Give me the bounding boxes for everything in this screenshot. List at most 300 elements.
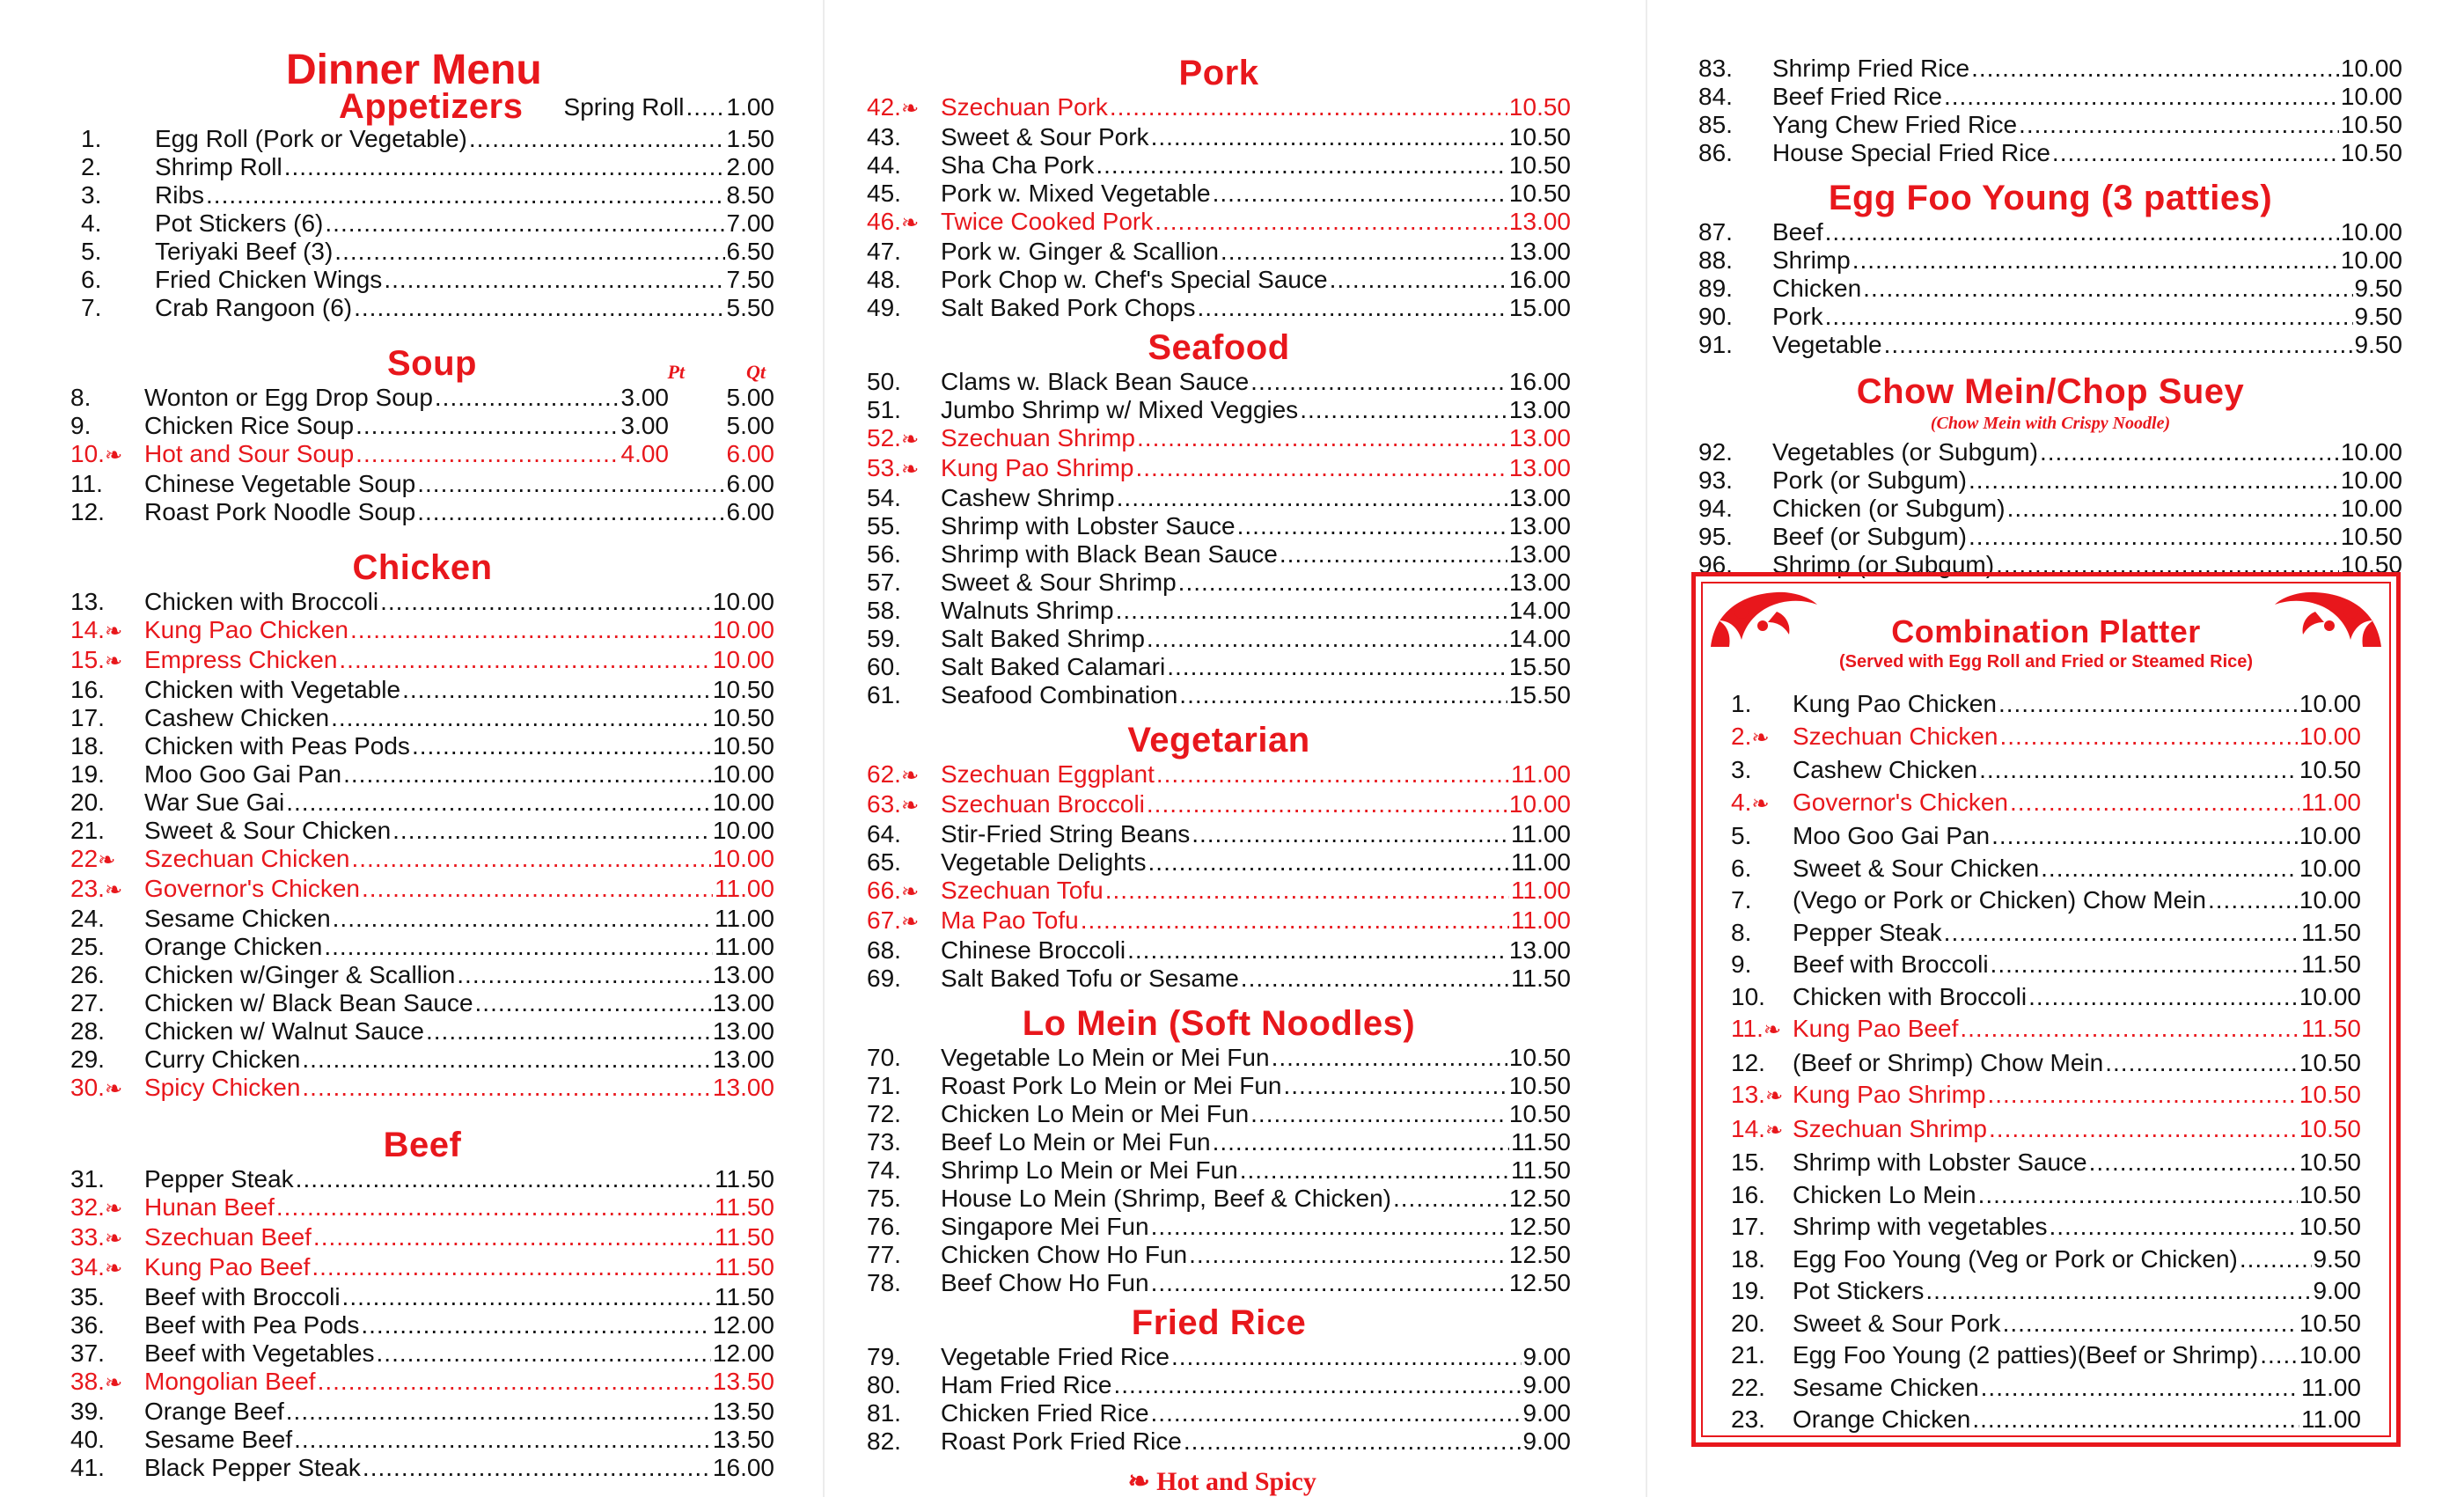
item-number: 72. [867,1100,901,1127]
item-price: 14.00 [1508,597,1571,624]
menu-item [867,790,1571,820]
item-name: Cashew Chicken [144,704,330,731]
item-number: 61. [867,681,901,708]
hot-pepper-icon: ❧ [900,211,920,235]
leader-dots [1167,653,1507,681]
menu-item [1698,438,2402,466]
item-price: 11.50 [1511,1156,1571,1184]
item-price: 11.50 [2301,950,2361,978]
leader-dots [1960,1013,2299,1046]
menu-item [70,817,774,845]
item-name: Ham Fried Rice [941,1371,1112,1398]
menu-item [81,238,774,266]
menu-item [1731,949,2361,981]
item-price: 11.50 [715,1193,774,1221]
menu-item [1731,1147,2361,1179]
leader-dots [325,209,724,238]
item-price: 10.00 [712,588,774,615]
leader-dots [1978,1179,2298,1212]
item-number: 1. [1731,690,1752,717]
item-number: 36. [70,1311,105,1339]
leader-dots [402,676,711,704]
menu-item [1731,1013,2361,1047]
item-number: 1. [81,125,102,152]
item-name: Salt Baked Pork Chops [941,294,1196,321]
item-number: 40. [70,1426,105,1453]
item-number: 3. [81,181,102,209]
hot-pepper-icon: ❧ [1127,1467,1150,1496]
leader-dots [333,905,713,933]
hot-pepper-icon: ❧ [900,880,920,904]
item-number: 51. [867,396,901,423]
item-number: 70. [867,1044,901,1071]
item-price: 13.00 [1508,424,1571,451]
item-price: 10.50 [2299,1048,2361,1076]
item-name: House Lo Mein (Shrimp, Beef & Chicken) [941,1185,1391,1212]
item-price: 10.50 [2299,1309,2361,1337]
menu-item [1731,1079,2361,1113]
menu-item [70,989,774,1017]
item-number: 34.❧ [70,1253,144,1283]
item-price: 10.00 [2340,246,2402,274]
item-number: 82. [867,1427,901,1455]
menu-item [867,848,1571,877]
item-name: Jumbo Shrimp w/ Mixed Veggies [941,396,1299,423]
menu-item [867,1156,1571,1185]
menu-item [1698,83,2402,111]
item-name: Egg Roll (Pork or Vegetable) [155,125,467,152]
hot-pepper-icon: ❧ [1763,1018,1781,1042]
item-name: Szechuan Pork [941,93,1108,121]
item-price: 10.50 [2299,1148,2361,1176]
leader-dots [363,1454,711,1482]
item-number: 42.❧ [867,93,941,123]
item-number: 15. [1731,1148,1765,1176]
leader-dots [1189,1241,1507,1269]
menu-item [867,936,1571,965]
leader-dots [2260,1339,2298,1372]
item-name: Orange Chicken [1793,1405,1971,1433]
item-number: 5. [1731,822,1752,849]
section-title-vegetarian: Vegetarian [1127,721,1310,760]
menu-item [70,1193,774,1223]
menu-item [1731,1244,2361,1276]
item-name: Chicken Rice Soup [144,412,355,439]
item-price: 6.50 [726,238,774,265]
item-number: 17. [70,704,105,731]
menu-item [81,153,774,181]
item-price: 10.00 [2340,495,2402,522]
item-price: 10.00 [2340,218,2402,246]
leader-dots [1991,820,2298,853]
menu-item [70,732,774,760]
item-number: 84. [1698,83,1733,110]
menu-item [867,454,1571,484]
leader-dots [1250,368,1507,396]
item-name: Twice Cooked Pork [941,208,1154,235]
menu-item [1698,111,2402,139]
item-number: 33.❧ [70,1223,144,1253]
floral-ornament-icon [2271,585,2386,656]
section-title-combination-platter: Combination Platter [1891,613,2201,649]
item-price: 11.00 [2301,788,2361,816]
item-number: 5. [81,238,102,265]
menu-item [1731,754,2361,787]
item-price: 9.00 [1522,1427,1571,1455]
item-name: War Sue Gai [144,789,285,816]
chicken-list [70,588,774,1104]
item-price: 13.50 [712,1426,774,1453]
item-name: Orange Beef [144,1398,284,1425]
item-name: Beef Chow Ho Fun [941,1269,1149,1296]
item-name: Chicken Chow Ho Fun [941,1241,1188,1268]
item-price: 11.00 [715,933,774,960]
item-price: 9.50 [2354,303,2402,330]
item-number: 56. [867,540,901,568]
item-name: Sha Cha Pork [941,151,1095,179]
item-number: 23. [1731,1405,1765,1433]
leader-dots [1971,55,2339,83]
item-name: Hunan Beef [144,1193,275,1221]
item-name: Sesame Beef [144,1426,293,1453]
item-name: Pork w. Mixed Vegetable [941,180,1211,207]
leader-dots [1944,917,2299,950]
leader-dots [417,498,724,526]
item-number: 58. [867,597,901,624]
leader-dots [2010,787,2299,819]
item-number: 37. [70,1339,105,1367]
section-title-chow-mein: Chow Mein/Chop Suey [1856,372,2245,411]
leader-dots [312,1253,713,1281]
item-price-quart: 6.00 [726,440,774,467]
item-price: 10.00 [2299,886,2361,914]
leader-dots [1999,721,2297,753]
leader-dots [302,1046,711,1074]
item-number: 9. [70,412,92,439]
menu-item [70,845,774,875]
item-number: 4. [81,209,102,237]
fried-rice-list [867,1343,1571,1456]
item-price: 9.50 [2354,275,2402,302]
leader-dots [1198,294,1507,322]
item-number: 46.❧ [867,208,941,238]
leader-dots [1991,949,2299,981]
item-name: Szechuan Chicken [1793,722,1998,750]
item-price: 9.50 [2313,1244,2361,1273]
item-price: 13.50 [712,1368,774,1395]
item-name: Chicken (or Subgum) [1772,495,2006,522]
menu-item [70,1017,774,1046]
leader-dots [412,732,711,760]
item-number: 2.❧ [1731,721,1793,755]
menu-item [1731,721,2361,755]
item-name: Empress Chicken [144,646,338,673]
leader-dots [1147,625,1507,653]
hot-pepper-icon: ❧ [104,1371,123,1395]
leader-dots [1981,1372,2299,1405]
item-number: 90. [1698,303,1733,330]
item-number: 49. [867,294,901,321]
leader-dots [1998,688,2298,721]
spring-roll-price: 1.00 [726,93,774,121]
leader-dots [294,1426,711,1454]
hot-pepper-icon: ❧ [1751,791,1770,816]
item-name: Chicken Lo Mein [1793,1180,1976,1208]
menu-item [70,440,774,470]
section-title-chicken: Chicken [352,548,493,587]
leader-dots [1330,266,1507,294]
leader-dots [469,125,725,153]
menu-item [867,1427,1571,1456]
item-number: 9. [1731,950,1752,978]
menu-item [867,681,1571,709]
item-price: 10.00 [712,817,774,844]
item-name: Shrimp [1772,246,1851,274]
leader-dots [1127,936,1507,965]
menu-item [1731,1308,2361,1340]
item-price-pint: 3.00 [620,384,669,411]
menu-item [867,1241,1571,1269]
item-name: Pork w. Ginger & Scallion [941,238,1219,265]
menu-item [1731,853,2361,885]
item-name: Sweet & Sour Shrimp [941,569,1177,596]
item-number: 64. [867,820,901,848]
menu-item [867,266,1571,294]
quart-label: Qt [746,361,766,383]
hot-pepper-icon: ❧ [104,1077,123,1101]
leader-dots [2019,111,2339,139]
leader-dots [2040,438,2339,466]
menu-item [1698,55,2402,83]
item-number: 38.❧ [70,1368,144,1398]
menu-item [1731,1275,2361,1308]
leader-dots [1110,93,1507,121]
item-price: 10.00 [2340,466,2402,494]
item-number: 53.❧ [867,454,941,484]
item-number: 7. [81,294,102,321]
item-name: Kung Pao Beef [1793,1015,1959,1042]
item-name: Yang Chew Fried Rice [1772,111,2018,138]
leader-dots [1852,246,2339,275]
item-name: Chicken w/ Black Bean Sauce [144,989,473,1016]
item-number: 63.❧ [867,790,941,820]
vegetarian-list [867,760,1571,993]
leader-dots [1151,123,1507,151]
menu-item [81,181,774,209]
item-name: Chicken w/Ginger & Scallion [144,961,456,988]
item-number: 95. [1698,523,1733,550]
leader-dots [392,817,711,845]
item-name: Clams w. Black Bean Sauce [941,368,1250,395]
item-number: 73. [867,1128,901,1156]
menu-item [1731,820,2361,853]
menu-column-3 [1698,0,2402,579]
item-name: Salt Baked Tofu or Sesame [941,965,1239,992]
menu-item [70,470,774,498]
leader-dots [1300,396,1507,424]
menu-item [70,498,774,526]
item-name: Egg Foo Young (2 patties)(Beef or Shrimp) [1793,1341,2259,1369]
section-title-appetizers: Appetizers [339,87,524,126]
item-price: 10.00 [712,646,774,673]
item-price: 13.00 [712,989,774,1016]
leader-dots [356,412,619,440]
leader-dots [286,789,711,817]
item-name: Beef (or Subgum) [1772,523,1967,550]
item-price: 16.00 [1508,368,1571,395]
menu-item [1698,275,2402,303]
item-price-pint: 3.00 [620,412,669,439]
item-price: 11.50 [715,1253,774,1281]
menu-item [1698,523,2402,551]
item-price: 13.00 [712,1017,774,1045]
item-number: 87. [1698,218,1733,246]
item-number: 14.❧ [70,616,144,646]
leader-dots [1105,877,1509,905]
menu-item [70,1339,774,1368]
item-name: Stir-Fried String Beans [941,820,1191,848]
item-name: Beef Fried Rice [1772,83,1942,110]
item-price: 11.50 [2301,1015,2361,1042]
leader-dots [1972,1404,2299,1436]
item-number: 65. [867,848,901,876]
menu-item [70,875,774,905]
item-price: 12.00 [712,1311,774,1339]
item-number: 55. [867,512,901,539]
menu-item [70,1046,774,1074]
item-number: 2. [81,153,102,180]
leader-dots [2049,1211,2297,1244]
menu-item [1698,218,2402,246]
menu-item [70,760,774,789]
leader-dots [1280,540,1507,569]
item-price: 10.00 [2299,1341,2361,1369]
chow-mein-list [1698,438,2402,579]
item-price: 13.00 [712,1046,774,1073]
item-price: 10.00 [2299,722,2361,750]
leader-dots [354,294,724,322]
menu-item [70,933,774,961]
menu-item [867,1269,1571,1297]
leader-dots [1944,83,2339,111]
leader-dots [1221,238,1507,266]
menu-item [1731,1211,2361,1244]
pork-list [867,93,1571,322]
leader-dots [1393,1185,1507,1213]
leader-dots [1925,1275,2311,1308]
item-number: 29. [70,1046,105,1073]
leader-dots [1151,1213,1507,1241]
item-number: 77. [867,1241,901,1268]
item-name: House Special Fried Rice [1772,139,2050,166]
menu-item [70,412,774,440]
item-name: Chinese Vegetable Soup [144,470,416,497]
item-number: 93. [1698,466,1733,494]
hot-pepper-icon: ❧ [900,764,920,788]
item-price: 11.00 [1511,906,1571,934]
item-number: 54. [867,484,901,511]
menu-item [867,1399,1571,1427]
item-name: Chicken Fried Rice [941,1399,1149,1427]
item-name: Shrimp with vegetables [1793,1213,2048,1240]
menu-item [1698,331,2402,359]
item-number: 79. [867,1343,901,1370]
menu-item [867,597,1571,625]
menu-item [867,151,1571,180]
item-price: 10.50 [2299,1213,2361,1240]
menu-item [1731,884,2361,917]
beef-list [70,1165,774,1482]
menu-item [70,961,774,989]
menu-item [70,616,774,646]
menu-item [70,789,774,817]
menu-item [70,1283,774,1311]
menu-item [867,540,1571,569]
leader-dots [380,588,711,616]
item-number: 23.❧ [70,875,144,905]
item-price: 10.50 [712,676,774,703]
item-name: Szechuan Shrimp [941,424,1136,451]
item-price: 11.00 [1511,760,1571,788]
leader-dots [457,961,711,989]
item-price: 13.00 [1508,512,1571,539]
item-number: 4.❧ [1731,787,1793,821]
leader-dots [1884,331,2353,359]
item-price: 11.50 [715,1165,774,1192]
item-price: 13.00 [1508,569,1571,596]
item-price: 1.50 [726,125,774,152]
section-title-egg-foo-young: Egg Foo Young (3 patties) [1828,179,2273,217]
leader-dots [1096,151,1507,180]
menu-item [867,1128,1571,1156]
item-name: Moo Goo Gai Pan [144,760,342,788]
item-name: Sweet & Sour Chicken [144,817,392,844]
leader-dots [296,1165,713,1193]
menu-item [70,1223,774,1253]
menu-item [1731,1339,2361,1372]
item-number: 86. [1698,139,1733,166]
leader-dots [2003,1308,2298,1340]
menu-item [867,512,1571,540]
item-number: 75. [867,1185,901,1212]
item-name: Shrimp with Lobster Sauce [1793,1148,2087,1176]
item-number: 10.❧ [70,440,144,470]
leader-dots [2028,981,2298,1014]
item-price: 10.50 [2340,111,2402,138]
leader-dots [2208,884,2298,917]
combination-platter-box [1691,572,2401,1447]
item-number: 83. [1698,55,1733,82]
item-price: 13.00 [1508,454,1571,481]
item-number: 57. [867,569,901,596]
item-number: 48. [867,266,901,293]
combination-note: (Served with Egg Roll and Fried or Steamed Rice) [1838,652,2254,671]
item-name: Sesame Chicken [1793,1373,1979,1401]
item-price: 10.50 [1508,123,1571,150]
menu-item [867,208,1571,238]
menu-item [1731,981,2361,1014]
item-number: 20. [70,789,105,816]
soup-list [70,384,774,526]
item-price: 12.50 [1508,1213,1571,1240]
item-price: 10.50 [2340,139,2402,166]
item-name: Vegetable Delights [941,848,1147,876]
menu-item [867,123,1571,151]
item-price-quart: 5.00 [726,384,774,411]
item-price: 10.50 [1508,151,1571,179]
leader-dots [1179,681,1507,709]
item-name: Seafood Combination [941,681,1178,708]
